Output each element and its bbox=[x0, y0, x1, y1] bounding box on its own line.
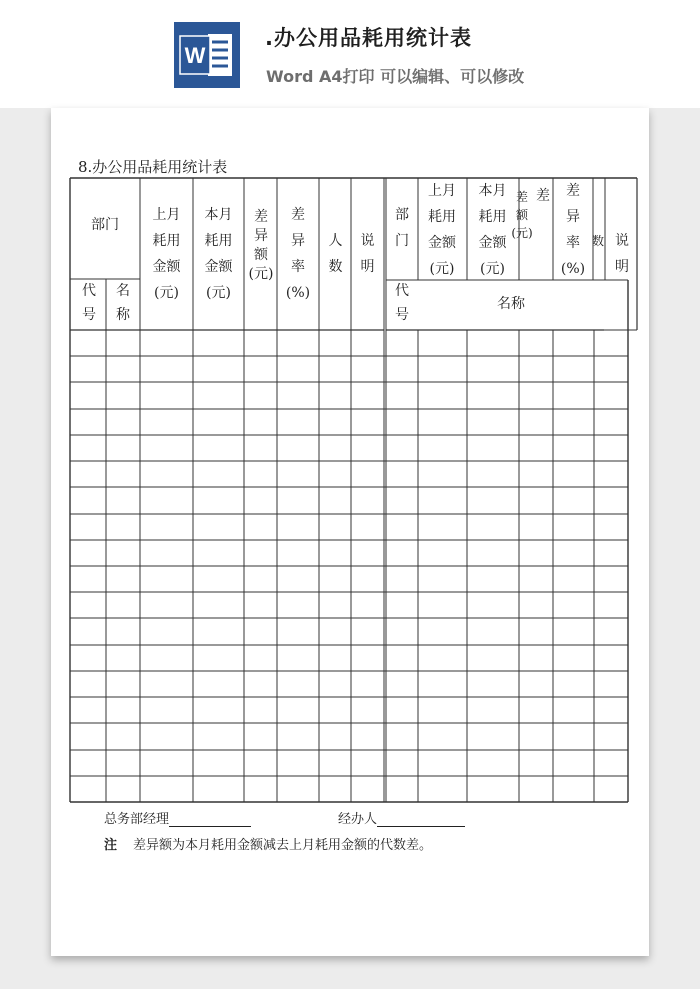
word-icon-letter: W bbox=[184, 43, 206, 68]
page-subtitle: Word A4打印 可以编辑、可以修改 bbox=[266, 67, 525, 86]
header-remark: 说 明 bbox=[360, 233, 375, 275]
header-this-month-amount: 本月 耗用 金额 (元) bbox=[204, 207, 233, 301]
handler-blank bbox=[377, 812, 465, 827]
note-text: 差异额为本月耗用金额减去上月耗用金额的代数差。 bbox=[133, 838, 433, 853]
header-right-code: 代 号 bbox=[395, 283, 409, 323]
header-right-last-month-amount: 上月 耗用 金额 (元) bbox=[428, 183, 456, 277]
header-right-name: 名称 bbox=[497, 296, 525, 312]
note-mark: 注 bbox=[104, 838, 118, 853]
header-difference-amount: 差 异 额 (元) bbox=[248, 209, 274, 282]
handler-signature-line bbox=[338, 808, 465, 827]
header-dept: 部门 bbox=[91, 217, 119, 233]
header-right-difference-rate: 差 异 率 (%) bbox=[560, 183, 586, 277]
header-difference-rate: 差 异 率 (%) bbox=[285, 207, 311, 301]
header-code: 代 号 bbox=[82, 283, 96, 323]
header-people-count: 人 数 bbox=[328, 233, 343, 275]
table-note bbox=[104, 834, 432, 853]
manager-blank bbox=[169, 812, 251, 827]
manager-signature-line bbox=[104, 808, 251, 827]
header-last-month-amount: 上月 耗用 金额 (元) bbox=[152, 207, 181, 301]
header-right-this-month-amount: 本月 耗用 金额 (元) bbox=[478, 183, 507, 277]
header-right-difference-char: 差 bbox=[536, 188, 550, 204]
header-name: 名 称 bbox=[116, 283, 130, 323]
header-right-remark: 说 明 bbox=[615, 233, 629, 275]
handler-label: 经办人 bbox=[338, 812, 378, 827]
header-right-people-count: 数 bbox=[591, 234, 604, 248]
page-title: .办公用品耗用统计表 bbox=[265, 26, 472, 50]
header-right-dept: 部 门 bbox=[395, 207, 409, 249]
header-right-difference-amount: 差 额 (元) bbox=[511, 190, 533, 240]
document-title: 8.办公用品耗用统计表 bbox=[78, 158, 228, 176]
manager-label: 总务部经理 bbox=[104, 812, 170, 827]
